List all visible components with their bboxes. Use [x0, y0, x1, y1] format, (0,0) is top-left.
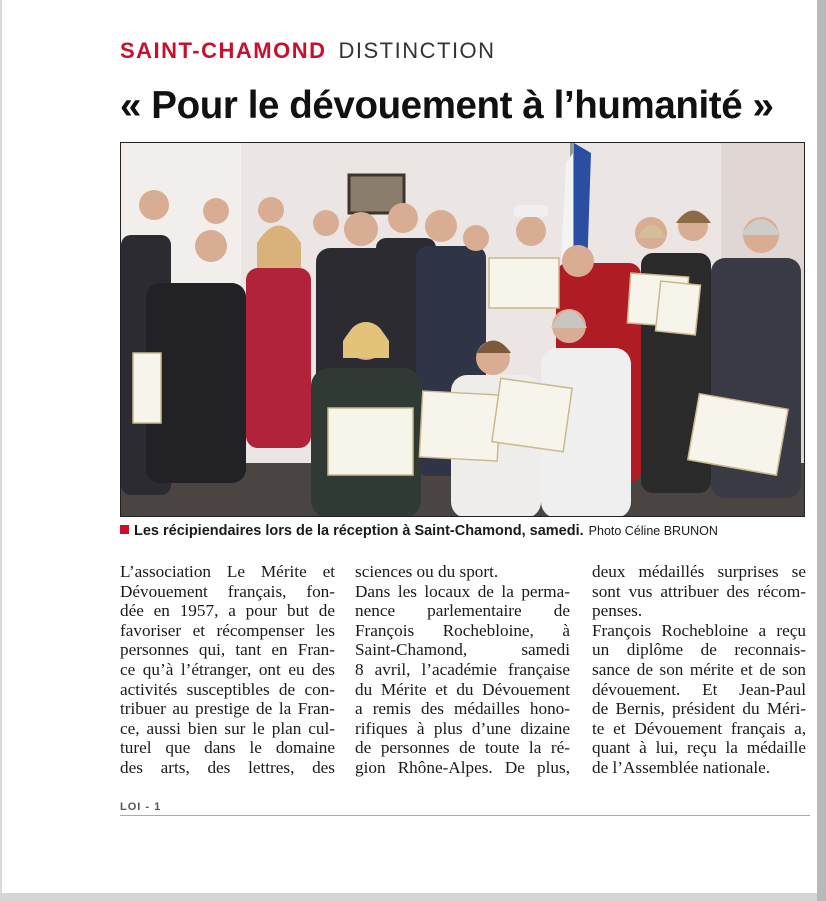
body-line: sont vus attribuer des récom- — [592, 581, 806, 601]
body-line: L’association Le Mérite et — [120, 562, 335, 581]
photo-caption — [120, 523, 810, 539]
body-line: turel que dans le domaine — [120, 738, 335, 758]
kicker-location: SAINT-CHAMOND — [120, 38, 327, 63]
group-photo — [120, 142, 805, 517]
body-line: nence parlementaire de — [355, 601, 570, 621]
body-line: deux médaillés surprises se — [592, 562, 806, 581]
body-line: sciences ou du sport. — [355, 562, 499, 581]
body-line: François Rochebloine a reçu — [592, 620, 806, 640]
page-edge-right — [817, 0, 826, 901]
body-line: personnes qui, tant en Fran- — [120, 640, 335, 660]
body-line: François Rochebloine, à — [355, 620, 570, 640]
page-edge-bottom — [0, 893, 817, 901]
body-line: de personnes de toute la ré- — [355, 738, 570, 758]
body-line: Dans les locaux de la perma- — [355, 581, 570, 601]
body-line: gion Rhône-Alpes. De plus, — [355, 757, 570, 777]
body-line: activités susceptibles de con- — [120, 679, 335, 699]
body-line: ce, aussi bien sur le plan cul- — [120, 718, 335, 738]
body-line: quant à lui, reçu la médaille — [592, 738, 806, 758]
body-line: Dévouement français, fon- — [120, 581, 335, 601]
body-column-2 — [355, 562, 570, 778]
body-line: de l’Assemblée nationale. — [592, 757, 771, 777]
body-line: de Bernis, président du Méri- — [592, 699, 806, 719]
caption-bullet — [120, 525, 129, 534]
body-line: rifiques à plus d’une dizaine — [355, 718, 570, 738]
photo-credit: Photo Céline BRUNON — [588, 524, 718, 538]
body-line: ce qu’à l’étranger, ont eu des — [120, 659, 335, 679]
body-line: dévouement. Et Jean-Paul — [592, 679, 806, 699]
body-line: du Mérite et du Dévouement — [355, 679, 570, 699]
body-line: tribuer au prestige de la Fran- — [120, 699, 335, 719]
body-line: a remis des médailles hono- — [355, 699, 570, 719]
body-line: sance de son mérite et de son — [592, 659, 806, 679]
body-line: 8 avril, l’académie française — [355, 659, 570, 679]
body-line: dée en 1957, a pour but de — [120, 601, 335, 621]
page-edge-left — [0, 0, 2, 901]
body-line: te et Dévouement français a, — [592, 718, 806, 738]
kicker-rubric: DISTINCTION — [338, 38, 496, 63]
section-kicker — [120, 38, 496, 64]
body-line: Saint-Chamond, samedi — [355, 640, 570, 660]
body-column-1 — [120, 562, 335, 778]
caption-text: Les récipiendaires lors de la réception à Saint-Chamond, samedi. — [134, 523, 584, 539]
folio-divider — [120, 815, 810, 816]
body-line: favoriser et récompenser les — [120, 620, 335, 640]
body-line: penses. — [592, 601, 643, 621]
body-line: un diplôme de reconnais- — [592, 640, 806, 660]
group-photo-illustration — [121, 143, 805, 517]
body-line: des arts, des lettres, des — [120, 757, 335, 777]
article-headline: « Pour le dévouement à l’humanité » — [120, 84, 774, 127]
page-folio: LOI - 1 — [120, 801, 162, 813]
body-column-3 — [592, 562, 806, 778]
